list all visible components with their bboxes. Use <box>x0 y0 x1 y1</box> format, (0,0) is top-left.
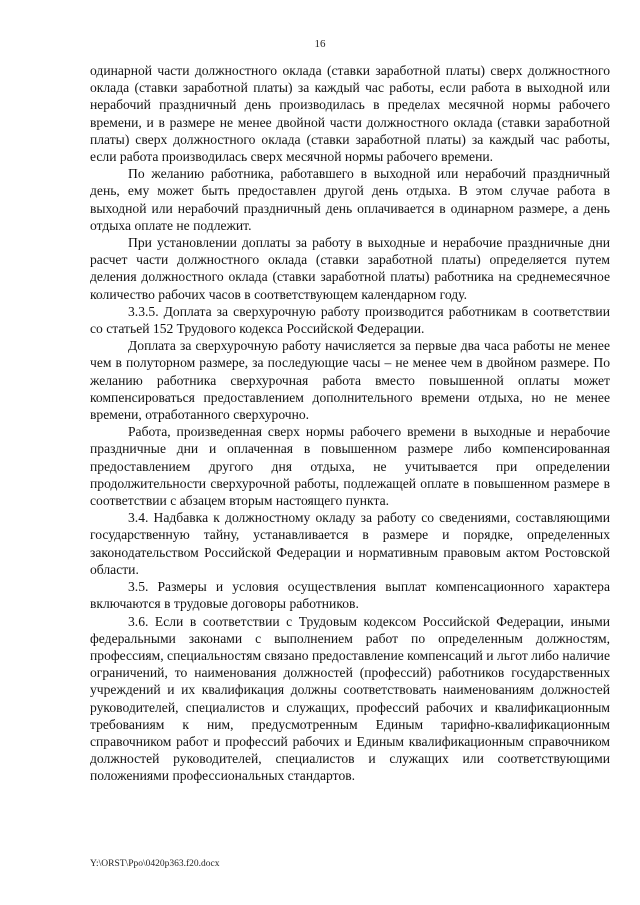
paragraph-day-off: По желанию работника, работавшего в выходной или нерабочий праздничный день, ему может быть предоставлен другой день отдыха. В этом случае работа в выходной или нерабочий праздничный день оплачивается в одинарном размере, а день отдыха оплате не подлежит. <box>90 166 610 233</box>
paragraph-3-6: 3.6. Если в соответствии с Трудовым кодексом Российской Федерации, иными федеральными законами с выполнением работ по определенным должностям, профессиям, специальностям связано предоставление компенсаций и льгот либо наличие ограничений, то наименования должностей (профессий) работников государственных учреждений и их квалификация должны соответствовать наименованиям должностей руководителей, специалистов и служащих, профессий рабочих и квалификационным требованиям к ним, предусмотренным Единым тарифно-квалификационным справочником работ и профессий рабочих и Единым квалификационным справочником должностей руководителей, специалистов и служащих или соответствующими положениями профессиональных стандартов. <box>90 613 610 784</box>
paragraph-overtime-exclusion: Работа, произведенная сверх нормы рабочего времени в выходные и нерабочие праздничные дни и оплаченная в повышенном размере либо компенсированная предоставлением другого дня отдыха, не учитывается при определении продолжительности сверхурочной работы, подлежащей оплате в повышенном размере в соответствии с абзацем вторым настоящего пункта. <box>90 424 610 509</box>
document-body <box>90 62 610 785</box>
paragraph-overtime-pay: Доплата за сверхурочную работу начисляется за первые два часа работы не менее чем в полуторном размере, за последующие часы – не менее чем в двойном размере. По желанию работника сверхурочная работа вместо повышенной оплаты может компенсироваться предоставлением дополнительного времени отдыха, но не менее времени, отработанного сверхурочно. <box>90 338 610 423</box>
page-number: 16 <box>314 38 326 50</box>
paragraph-3-4: 3.4. Надбавка к должностному окладу за работу со сведениями, составляющими государственную тайну, устанавливается в размере и порядке, определенных законодательством Российской Федерации и нормативным правовым актом Ростовской области. <box>90 510 610 577</box>
paragraph-3-3-5: 3.3.5. Доплата за сверхурочную работу производится работникам в соответствии со статьей 152 Трудового кодекса Российской Федерации. <box>90 303 610 337</box>
paragraph-continuation: одинарной части должностного оклада (ставки заработной платы) сверх должностного оклада (ставки заработной платы) за каждый час работы, если работа в выходной или нерабочий праздничный день производилась в пределах месячной нормы рабочего времени, и в размере не менее двойной части должностного оклада (ставки заработной платы) сверх должностного оклада (ставки заработной платы) за каждый час работы, если работа производилась сверх месячной нормы рабочего времени. <box>90 63 610 165</box>
footer-file-path: Y:\ORST\Ppo\0420p363.f20.docx <box>90 859 220 869</box>
paragraph-surcharge-calculation: При установлении доплаты за работу в выходные и нерабочие праздничные дни расчет части должностного оклада (ставки заработной платы) определяется путем деления должностного оклада (ставки заработной платы) работника на среднемесячное количество рабочих часов в соответствующем календарном году. <box>90 235 610 302</box>
paragraph-3-5: 3.5. Размеры и условия осуществления выплат компенсационного характера включаются в трудовые договоры работников. <box>90 579 610 612</box>
